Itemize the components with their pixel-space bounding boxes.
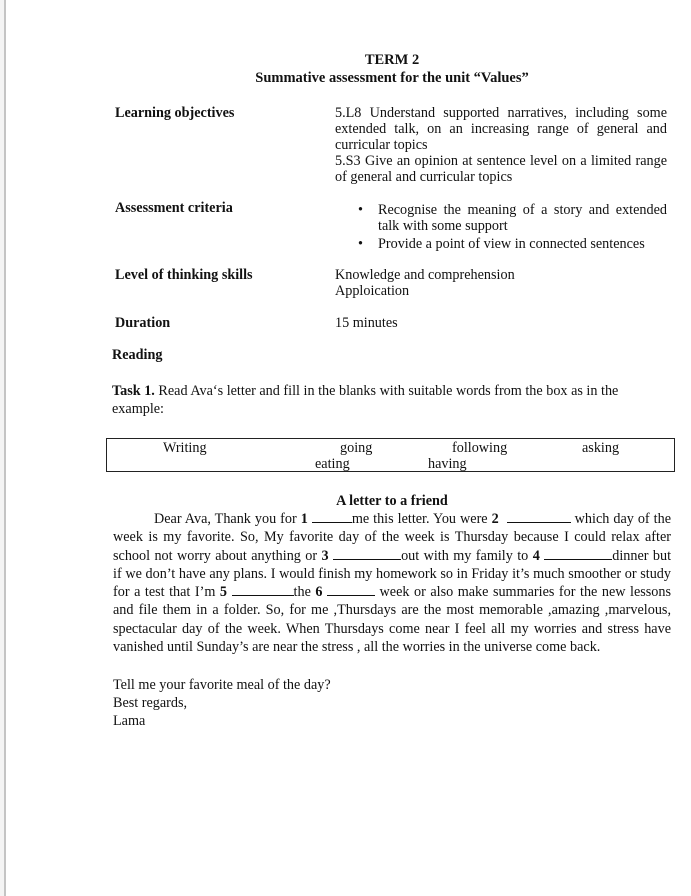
thinking-skills-label: Level of thinking skills	[115, 267, 253, 283]
letter-signature: Lama	[113, 713, 146, 729]
assessment-title: Summative assessment for the unit “Values”	[255, 70, 529, 86]
task-text: Read Ava‘s letter and fill in the blanks with suitable words from the box as in the	[154, 383, 619, 399]
criteria-item	[358, 202, 667, 234]
assessment-criteria-label: Assessment criteria	[115, 200, 233, 216]
objective-line: 5.S3 Give an opinion at sentence level on a limited range	[335, 153, 667, 169]
letter-text: out with my family to	[401, 547, 533, 564]
word-bank-item: Writing	[163, 440, 207, 456]
letter-paragraph	[113, 510, 671, 656]
blank-line[interactable]	[312, 510, 352, 523]
word-bank-item: eating	[315, 456, 350, 472]
blank-line[interactable]	[333, 547, 401, 560]
letter-text: me this letter. You were	[351, 511, 492, 527]
letter-body	[113, 510, 671, 656]
objective-line: 5.L8 Understand supported narratives, including some	[335, 105, 667, 121]
letter-regards: Best regards,	[113, 695, 188, 711]
word-bank-item: having	[428, 456, 467, 472]
task-label: Task 1.	[112, 383, 155, 399]
word-bank-item: following	[452, 440, 508, 456]
bullet-icon: •	[358, 202, 363, 218]
word-bank-item: going	[340, 440, 373, 456]
blank-number: 6	[315, 584, 323, 601]
blank-number: 2	[491, 511, 499, 527]
blank-line[interactable]	[232, 583, 294, 596]
task-instruction	[112, 383, 618, 400]
task-instruction-cont: example:	[112, 401, 164, 417]
duration-label: Duration	[115, 315, 171, 331]
criteria-item	[358, 236, 667, 252]
criteria-text-line1: Provide a point of view in connected sentences	[378, 236, 645, 252]
letter-text: Dear Ava, Thank you for	[154, 511, 301, 527]
learning-objectives-value	[335, 105, 667, 185]
letter-question: Tell me your favorite meal of the day?	[113, 677, 331, 693]
term-heading: TERM 2	[364, 52, 420, 68]
criteria-text-line2: talk with some support	[378, 218, 508, 234]
word-bank-box	[106, 438, 675, 472]
objective-line: extended talk, on an increasing range of general and	[335, 121, 667, 137]
objective-line: of general and curricular topics	[335, 169, 513, 185]
blank-line[interactable]	[544, 547, 612, 560]
thinking-skills-line: Apploication	[335, 283, 410, 299]
letter-text: dinner but if we don’t have any plans. I would finish my homework so in Friday it’s much smoother or study for a test that I’m	[113, 547, 672, 601]
blank-number: 3	[321, 547, 329, 564]
duration-value: 15 minutes	[335, 315, 398, 331]
letter-text: which day of the week is my favorite. So, My favorite day of the week is Thursday because I could relax after school not worry about anything or	[113, 511, 671, 564]
reading-heading: Reading	[112, 347, 163, 363]
letter-text: week or also make summaries for the new lessons and file them in a folder. So, for me ,Thursdays are the most memorable ,amazing ,marvelous, spectacular day of the week. When Thursdays come near I feel all my worries and stress have vanished until Sunday’s are near the stress , all the worries in the universe come back.	[113, 584, 671, 656]
criteria-text-line1: Recognise the meaning of a story and extended	[378, 202, 667, 218]
learning-objectives-label: Learning objectives	[115, 105, 235, 121]
word-bank-item: asking	[582, 440, 620, 456]
blank-number: 1	[300, 511, 308, 527]
blank-number: 4	[532, 547, 540, 564]
letter-text: the	[293, 584, 316, 601]
blank-line[interactable]	[327, 583, 375, 596]
assessment-criteria-list	[358, 202, 667, 254]
letter-title: A letter to a friend	[336, 493, 448, 509]
blank-number: 5	[219, 584, 227, 601]
blank-line[interactable]	[507, 510, 571, 523]
objective-line: curricular topics	[335, 137, 428, 153]
bullet-icon: •	[358, 236, 363, 252]
document-page	[6, 0, 691, 896]
thinking-skills-line: Knowledge and comprehension	[335, 267, 515, 283]
